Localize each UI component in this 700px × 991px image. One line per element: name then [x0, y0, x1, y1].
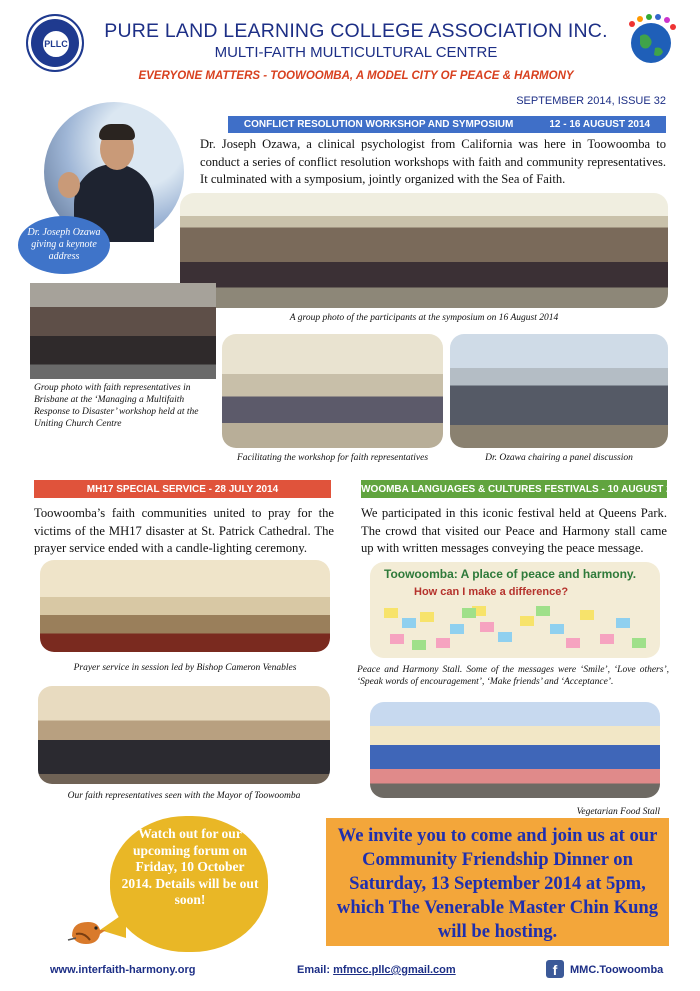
dinner-invite: We invite you to come and join us at our Community Friendship Dinner on Saturday, 13 September 2014 at 5pm, which The Venerable Master Chin Kung will be hosting.	[336, 825, 659, 942]
email-link[interactable]: mfmcc.pllc@gmail.com	[333, 964, 456, 976]
conflict-banner	[228, 116, 666, 133]
globe-logo-icon	[622, 12, 680, 70]
email-label: Email:	[297, 964, 334, 976]
page-subtitle: MULTI-FAITH MULTICULTURAL CENTRE	[214, 44, 498, 61]
symposium-group-photo	[180, 193, 668, 308]
stall-sign-heading: Toowoomba: A place of peace and harmony.	[384, 567, 637, 581]
panel-discussion-photo	[450, 334, 668, 448]
festival-body: We participated in this iconic festival held at Queens Park. The crowd that visited our Peace and Harmony stall came up with written messages conveying the peace message.	[361, 506, 667, 556]
brisbane-group-photo	[30, 283, 216, 379]
brisbane-caption: Group photo with faith representatives in Brisbane at the ‘Managing a Multifaith Response to Disaster’ workshop held at the Uniting Church Centre	[34, 383, 199, 429]
food-stall-photo	[370, 702, 660, 798]
mh17-body: Toowoomba’s faith communities united to pray for the victims of the MH17 disaster at St. Patrick Cathedral. The prayer service ended with a candle-lighting ceremony.	[34, 506, 334, 556]
conflict-body: Dr. Joseph Ozawa, a clinical psychologist from California was here in Toowoomba to conduct a series of conflict resolution workshops with faith and community representatives. It culminated with a symposium, jointly organized with the Sea of Faith.	[200, 137, 666, 187]
issue-date: SEPTEMBER 2014, ISSUE 32	[516, 95, 666, 107]
prayer-service-photo	[40, 560, 330, 652]
mh17-banner: MH17 SPECIAL SERVICE - 28 JULY 2014	[34, 480, 331, 498]
stall-sign-question: How can I make a difference?	[414, 586, 569, 598]
college-logo-text: PLLC	[42, 30, 70, 58]
conflict-banner-date: 12 - 16 AUGUST 2014	[549, 119, 651, 130]
conflict-banner-title: CONFLICT RESOLUTION WORKSHOP AND SYMPOSIUM	[243, 119, 514, 130]
food-stall-caption: Vegetarian Food Stall	[576, 807, 660, 817]
forum-notice: Watch out for our upcoming forum on Friday, 10 October 2014. Details will be out soon!	[121, 826, 259, 907]
email-line	[297, 964, 456, 976]
stall-caption: Peace and Harmony Stall. Some of the messages were ‘Smile’, ‘Love others’, ‘Speak words of encouragement’, ‘Make friends’ and ‘Acceptance’.	[357, 665, 669, 687]
symposium-caption: A group photo of the participants at the symposium on 16 August 2014	[289, 313, 559, 323]
bird-icon	[66, 914, 106, 948]
website-link[interactable]: www.interfaith-harmony.org	[50, 964, 196, 976]
workshop-caption: Facilitating the workshop for faith representatives	[236, 453, 429, 463]
panel-caption: Dr. Ozawa chairing a panel discussion	[485, 453, 633, 463]
workshop-photo	[222, 334, 443, 448]
peace-stall-photo	[370, 562, 660, 658]
mayor-photo	[38, 686, 330, 784]
mayor-caption: Our faith representatives seen with the Mayor of Toowoomba	[67, 791, 301, 801]
facebook-link[interactable]: MMC.Toowoomba	[570, 964, 664, 976]
ozawa-caption-bubble: Dr. Joseph Ozawa giving a keynote address	[18, 216, 110, 274]
tagline: EVERYONE MATTERS - TOOWOOMBA, A MODEL CITY OF PEACE & HARMONY	[138, 70, 574, 82]
page-title: PURE LAND LEARNING COLLEGE ASSOCIATION INC.	[104, 20, 608, 42]
college-logo	[26, 14, 84, 72]
sticky-notes	[380, 604, 650, 654]
facebook-icon[interactable]: f	[546, 960, 564, 978]
festival-banner: TOOWOOMBA LANGUAGES & CULTURES FESTIVALS - 10 AUGUST 2014	[361, 480, 667, 498]
prayer-caption: Prayer service in session led by Bishop Cameron Venables	[73, 663, 297, 673]
